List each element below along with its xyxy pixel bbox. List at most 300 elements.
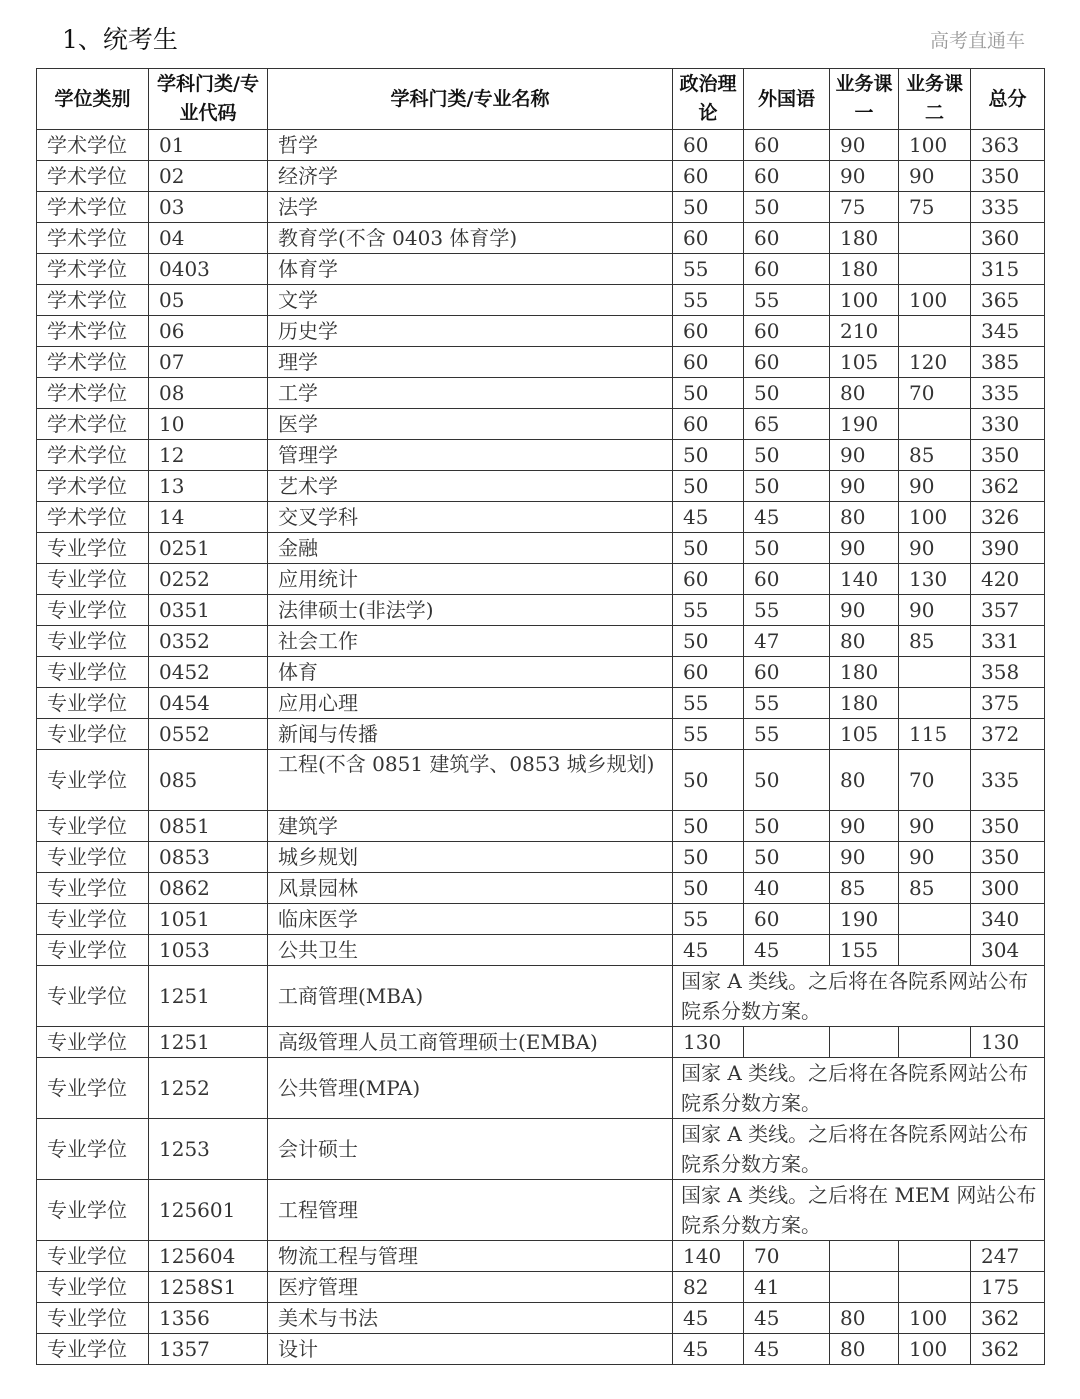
course-2-cell: 90 — [899, 471, 971, 502]
foreign-language-cell: 55 — [744, 719, 830, 750]
course-1-cell: 210 — [830, 316, 899, 347]
code-cell: 0351 — [149, 595, 268, 626]
name-cell: 经济学 — [268, 161, 673, 192]
degree-type-cell: 专业学位 — [37, 935, 149, 966]
foreign-language-cell: 50 — [744, 533, 830, 564]
course-2-cell — [899, 1241, 971, 1272]
watermark: 高考直通车 — [930, 30, 1026, 52]
table-row — [37, 564, 1045, 595]
table-row — [37, 347, 1045, 378]
code-cell: 0552 — [149, 719, 268, 750]
name-cell: 设计 — [268, 1334, 673, 1365]
course-2-cell: 90 — [899, 533, 971, 564]
course-1-cell: 80 — [830, 1334, 899, 1365]
course-1-cell: 140 — [830, 564, 899, 595]
course-1-cell: 190 — [830, 409, 899, 440]
header-degree-type: 学位类别 — [37, 69, 149, 130]
code-cell: 1356 — [149, 1303, 268, 1334]
total-cell: 335 — [971, 378, 1045, 409]
table-row — [37, 966, 1045, 1027]
course-1-cell: 90 — [830, 130, 899, 161]
total-cell: 357 — [971, 595, 1045, 626]
foreign-language-cell: 45 — [744, 1303, 830, 1334]
course-1-cell: 80 — [830, 502, 899, 533]
code-cell: 12 — [149, 440, 268, 471]
politics-cell: 50 — [673, 626, 744, 657]
table-row — [37, 626, 1045, 657]
course-1-cell: 75 — [830, 192, 899, 223]
total-cell: 331 — [971, 626, 1045, 657]
name-cell: 医疗管理 — [268, 1272, 673, 1303]
total-cell: 335 — [971, 750, 1045, 811]
name-cell: 公共管理(MPA) — [268, 1058, 673, 1119]
course-2-cell: 100 — [899, 130, 971, 161]
course-2-cell: 100 — [899, 502, 971, 533]
course-2-cell: 90 — [899, 161, 971, 192]
degree-type-cell: 专业学位 — [37, 966, 149, 1027]
code-cell: 1357 — [149, 1334, 268, 1365]
politics-cell: 50 — [673, 750, 744, 811]
name-cell: 风景园林 — [268, 873, 673, 904]
degree-type-cell: 专业学位 — [37, 842, 149, 873]
degree-type-cell: 专业学位 — [37, 1058, 149, 1119]
foreign-language-cell: 50 — [744, 378, 830, 409]
degree-type-cell: 专业学位 — [37, 657, 149, 688]
code-cell: 03 — [149, 192, 268, 223]
course-2-cell — [899, 1027, 971, 1058]
table-row — [37, 1027, 1045, 1058]
name-cell: 应用心理 — [268, 688, 673, 719]
foreign-language-cell: 55 — [744, 688, 830, 719]
foreign-language-cell: 60 — [744, 347, 830, 378]
politics-cell: 60 — [673, 564, 744, 595]
course-1-cell: 90 — [830, 440, 899, 471]
table-row — [37, 873, 1045, 904]
name-cell: 体育 — [268, 657, 673, 688]
degree-type-cell: 专业学位 — [37, 904, 149, 935]
course-1-cell: 90 — [830, 161, 899, 192]
total-cell: 375 — [971, 688, 1045, 719]
foreign-language-cell: 60 — [744, 130, 830, 161]
foreign-language-cell: 50 — [744, 750, 830, 811]
course-2-cell — [899, 223, 971, 254]
course-2-cell: 100 — [899, 1334, 971, 1365]
table-row — [37, 1058, 1045, 1119]
header-row — [37, 69, 1045, 130]
code-cell: 07 — [149, 347, 268, 378]
name-cell: 工学 — [268, 378, 673, 409]
name-cell: 管理学 — [268, 440, 673, 471]
politics-cell: 55 — [673, 904, 744, 935]
code-cell: 0851 — [149, 811, 268, 842]
foreign-language-cell: 60 — [744, 657, 830, 688]
politics-cell: 50 — [673, 873, 744, 904]
degree-type-cell: 学术学位 — [37, 471, 149, 502]
foreign-language-cell: 50 — [744, 471, 830, 502]
code-cell: 01 — [149, 130, 268, 161]
section-title: 1、统考生 — [62, 25, 178, 54]
name-cell: 工程管理 — [268, 1180, 673, 1241]
course-2-cell: 90 — [899, 842, 971, 873]
code-cell: 0862 — [149, 873, 268, 904]
table-row — [37, 285, 1045, 316]
name-cell: 工程(不含 0851 建筑学、0853 城乡规划) — [268, 750, 673, 811]
table-row — [37, 130, 1045, 161]
name-cell: 会计硕士 — [268, 1119, 673, 1180]
politics-cell: 60 — [673, 130, 744, 161]
score-table — [36, 68, 1045, 1365]
course-2-cell: 130 — [899, 564, 971, 595]
degree-type-cell: 专业学位 — [37, 1241, 149, 1272]
name-cell: 教育学(不含 0403 体育学) — [268, 223, 673, 254]
table-row — [37, 750, 1045, 811]
degree-type-cell: 学术学位 — [37, 316, 149, 347]
total-cell: 363 — [971, 130, 1045, 161]
header-code: 学科门类/专业代码 — [149, 69, 268, 130]
degree-type-cell: 专业学位 — [37, 1119, 149, 1180]
foreign-language-cell: 50 — [744, 842, 830, 873]
table-row — [37, 533, 1045, 564]
degree-type-cell: 学术学位 — [37, 254, 149, 285]
course-1-cell: 90 — [830, 811, 899, 842]
politics-cell: 55 — [673, 595, 744, 626]
course-2-cell: 100 — [899, 1303, 971, 1334]
politics-cell: 50 — [673, 811, 744, 842]
foreign-language-cell: 45 — [744, 935, 830, 966]
table-row — [37, 1272, 1045, 1303]
code-cell: 0853 — [149, 842, 268, 873]
politics-cell: 60 — [673, 657, 744, 688]
name-cell: 美术与书法 — [268, 1303, 673, 1334]
code-cell: 13 — [149, 471, 268, 502]
total-cell: 372 — [971, 719, 1045, 750]
total-cell: 420 — [971, 564, 1045, 595]
course-2-cell: 115 — [899, 719, 971, 750]
foreign-language-cell: 55 — [744, 595, 830, 626]
total-cell: 335 — [971, 192, 1045, 223]
politics-cell: 50 — [673, 533, 744, 564]
politics-cell: 55 — [673, 719, 744, 750]
table-row — [37, 811, 1045, 842]
course-1-cell: 85 — [830, 873, 899, 904]
degree-type-cell: 专业学位 — [37, 1027, 149, 1058]
code-cell: 0452 — [149, 657, 268, 688]
total-cell: 345 — [971, 316, 1045, 347]
foreign-language-cell: 60 — [744, 564, 830, 595]
degree-type-cell: 专业学位 — [37, 1334, 149, 1365]
course-1-cell: 180 — [830, 223, 899, 254]
course-2-cell: 85 — [899, 873, 971, 904]
total-cell: 362 — [971, 1303, 1045, 1334]
politics-cell: 45 — [673, 502, 744, 533]
course-2-cell — [899, 409, 971, 440]
degree-type-cell: 专业学位 — [37, 533, 149, 564]
table-row — [37, 657, 1045, 688]
course-2-cell: 85 — [899, 626, 971, 657]
course-1-cell: 155 — [830, 935, 899, 966]
code-cell: 0352 — [149, 626, 268, 657]
politics-cell: 55 — [673, 688, 744, 719]
degree-type-cell: 专业学位 — [37, 626, 149, 657]
code-cell: 085 — [149, 750, 268, 811]
course-2-cell: 100 — [899, 285, 971, 316]
course-1-cell: 90 — [830, 533, 899, 564]
politics-cell: 50 — [673, 440, 744, 471]
code-cell: 1252 — [149, 1058, 268, 1119]
code-cell: 0251 — [149, 533, 268, 564]
politics-cell: 45 — [673, 935, 744, 966]
total-cell: 130 — [971, 1027, 1045, 1058]
code-cell: 125601 — [149, 1180, 268, 1241]
code-cell: 04 — [149, 223, 268, 254]
foreign-language-cell: 60 — [744, 161, 830, 192]
table-row — [37, 161, 1045, 192]
course-2-cell — [899, 904, 971, 935]
degree-type-cell: 专业学位 — [37, 873, 149, 904]
politics-cell: 130 — [673, 1027, 744, 1058]
header-course-1: 业务课一 — [830, 69, 899, 130]
foreign-language-cell: 50 — [744, 192, 830, 223]
degree-type-cell: 学术学位 — [37, 130, 149, 161]
politics-cell: 45 — [673, 1303, 744, 1334]
course-1-cell: 180 — [830, 254, 899, 285]
course-2-cell — [899, 657, 971, 688]
foreign-language-cell: 50 — [744, 440, 830, 471]
table-row — [37, 1119, 1045, 1180]
politics-cell: 45 — [673, 1334, 744, 1365]
course-2-cell: 85 — [899, 440, 971, 471]
politics-cell: 60 — [673, 161, 744, 192]
total-cell: 360 — [971, 223, 1045, 254]
table-row — [37, 719, 1045, 750]
name-cell: 法律硕士(非法学) — [268, 595, 673, 626]
politics-cell: 50 — [673, 471, 744, 502]
course-2-cell: 90 — [899, 811, 971, 842]
politics-cell: 60 — [673, 316, 744, 347]
foreign-language-cell: 45 — [744, 502, 830, 533]
course-1-cell: 105 — [830, 347, 899, 378]
foreign-language-cell: 60 — [744, 316, 830, 347]
degree-type-cell: 学术学位 — [37, 409, 149, 440]
total-cell: 326 — [971, 502, 1045, 533]
course-2-cell — [899, 688, 971, 719]
course-1-cell — [830, 1027, 899, 1058]
code-cell: 05 — [149, 285, 268, 316]
name-cell: 法学 — [268, 192, 673, 223]
foreign-language-cell: 60 — [744, 223, 830, 254]
course-2-cell: 120 — [899, 347, 971, 378]
total-cell: 390 — [971, 533, 1045, 564]
foreign-language-cell: 65 — [744, 409, 830, 440]
total-cell: 350 — [971, 811, 1045, 842]
table-row — [37, 1303, 1045, 1334]
table-row — [37, 471, 1045, 502]
course-1-cell: 90 — [830, 595, 899, 626]
course-1-cell: 90 — [830, 842, 899, 873]
course-2-cell — [899, 254, 971, 285]
politics-cell: 82 — [673, 1272, 744, 1303]
total-cell: 362 — [971, 1334, 1045, 1365]
degree-type-cell: 学术学位 — [37, 192, 149, 223]
table-row — [37, 842, 1045, 873]
code-cell: 1253 — [149, 1119, 268, 1180]
degree-type-cell: 学术学位 — [37, 440, 149, 471]
code-cell: 0252 — [149, 564, 268, 595]
foreign-language-cell: 50 — [744, 811, 830, 842]
degree-type-cell: 专业学位 — [37, 564, 149, 595]
total-cell: 358 — [971, 657, 1045, 688]
table-row — [37, 409, 1045, 440]
total-cell: 350 — [971, 440, 1045, 471]
table-row — [37, 254, 1045, 285]
code-cell: 1251 — [149, 966, 268, 1027]
header-name: 学科门类/专业名称 — [268, 69, 673, 130]
name-cell: 社会工作 — [268, 626, 673, 657]
code-cell: 0454 — [149, 688, 268, 719]
degree-type-cell: 专业学位 — [37, 1303, 149, 1334]
total-cell: 175 — [971, 1272, 1045, 1303]
course-1-cell: 80 — [830, 750, 899, 811]
code-cell: 02 — [149, 161, 268, 192]
foreign-language-cell — [744, 1027, 830, 1058]
course-1-cell: 190 — [830, 904, 899, 935]
course-1-cell: 105 — [830, 719, 899, 750]
code-cell: 1053 — [149, 935, 268, 966]
note-cell: 国家 A 类线。之后将在各院系网站公布院系分数方案。 — [673, 966, 1045, 1027]
course-1-cell: 180 — [830, 688, 899, 719]
table-row — [37, 223, 1045, 254]
code-cell: 1051 — [149, 904, 268, 935]
degree-type-cell: 学术学位 — [37, 347, 149, 378]
table-row — [37, 316, 1045, 347]
name-cell: 交叉学科 — [268, 502, 673, 533]
total-cell: 304 — [971, 935, 1045, 966]
name-cell: 高级管理人员工商管理硕士(EMBA) — [268, 1027, 673, 1058]
table-row — [37, 502, 1045, 533]
foreign-language-cell: 60 — [744, 904, 830, 935]
name-cell: 理学 — [268, 347, 673, 378]
total-cell: 385 — [971, 347, 1045, 378]
header-course-2: 业务课二 — [899, 69, 971, 130]
course-2-cell — [899, 935, 971, 966]
total-cell: 330 — [971, 409, 1045, 440]
degree-type-cell: 学术学位 — [37, 502, 149, 533]
name-cell: 城乡规划 — [268, 842, 673, 873]
name-cell: 体育学 — [268, 254, 673, 285]
degree-type-cell: 专业学位 — [37, 719, 149, 750]
degree-type-cell: 学术学位 — [37, 223, 149, 254]
degree-type-cell: 学术学位 — [37, 161, 149, 192]
course-2-cell: 70 — [899, 750, 971, 811]
foreign-language-cell: 55 — [744, 285, 830, 316]
name-cell: 建筑学 — [268, 811, 673, 842]
politics-cell: 140 — [673, 1241, 744, 1272]
name-cell: 物流工程与管理 — [268, 1241, 673, 1272]
note-cell: 国家 A 类线。之后将在 MEM 网站公布院系分数方案。 — [673, 1180, 1045, 1241]
course-1-cell — [830, 1241, 899, 1272]
foreign-language-cell: 40 — [744, 873, 830, 904]
degree-type-cell: 专业学位 — [37, 688, 149, 719]
table-row — [37, 1241, 1045, 1272]
degree-type-cell: 学术学位 — [37, 378, 149, 409]
total-cell: 315 — [971, 254, 1045, 285]
table-row — [37, 688, 1045, 719]
name-cell: 工商管理(MBA) — [268, 966, 673, 1027]
note-cell: 国家 A 类线。之后将在各院系网站公布院系分数方案。 — [673, 1058, 1045, 1119]
total-cell: 350 — [971, 842, 1045, 873]
degree-type-cell: 专业学位 — [37, 811, 149, 842]
name-cell: 金融 — [268, 533, 673, 564]
header-total: 总分 — [971, 69, 1045, 130]
foreign-language-cell: 45 — [744, 1334, 830, 1365]
note-cell: 国家 A 类线。之后将在各院系网站公布院系分数方案。 — [673, 1119, 1045, 1180]
table-row — [37, 378, 1045, 409]
name-cell: 临床医学 — [268, 904, 673, 935]
course-1-cell: 180 — [830, 657, 899, 688]
header-foreign-language: 外国语 — [744, 69, 830, 130]
politics-cell: 60 — [673, 223, 744, 254]
table-row — [37, 1334, 1045, 1365]
total-cell: 340 — [971, 904, 1045, 935]
politics-cell: 50 — [673, 378, 744, 409]
name-cell: 历史学 — [268, 316, 673, 347]
course-1-cell: 80 — [830, 378, 899, 409]
name-cell: 公共卫生 — [268, 935, 673, 966]
course-1-cell — [830, 1272, 899, 1303]
code-cell: 0403 — [149, 254, 268, 285]
code-cell: 06 — [149, 316, 268, 347]
course-2-cell: 90 — [899, 595, 971, 626]
total-cell: 362 — [971, 471, 1045, 502]
table-row — [37, 192, 1045, 223]
politics-cell: 50 — [673, 842, 744, 873]
name-cell: 艺术学 — [268, 471, 673, 502]
course-1-cell: 90 — [830, 471, 899, 502]
name-cell: 新闻与传播 — [268, 719, 673, 750]
degree-type-cell: 专业学位 — [37, 750, 149, 811]
politics-cell: 60 — [673, 347, 744, 378]
total-cell: 365 — [971, 285, 1045, 316]
name-cell: 文学 — [268, 285, 673, 316]
course-1-cell: 80 — [830, 1303, 899, 1334]
total-cell: 350 — [971, 161, 1045, 192]
course-2-cell: 75 — [899, 192, 971, 223]
politics-cell: 55 — [673, 254, 744, 285]
foreign-language-cell: 60 — [744, 254, 830, 285]
total-cell: 247 — [971, 1241, 1045, 1272]
course-2-cell: 70 — [899, 378, 971, 409]
degree-type-cell: 学术学位 — [37, 285, 149, 316]
table-row — [37, 440, 1045, 471]
code-cell: 125604 — [149, 1241, 268, 1272]
degree-type-cell: 专业学位 — [37, 1180, 149, 1241]
name-cell: 医学 — [268, 409, 673, 440]
politics-cell: 50 — [673, 192, 744, 223]
total-cell: 300 — [971, 873, 1045, 904]
code-cell: 10 — [149, 409, 268, 440]
degree-type-cell: 专业学位 — [37, 595, 149, 626]
code-cell: 08 — [149, 378, 268, 409]
politics-cell: 60 — [673, 409, 744, 440]
politics-cell: 55 — [673, 285, 744, 316]
foreign-language-cell: 41 — [744, 1272, 830, 1303]
course-1-cell: 100 — [830, 285, 899, 316]
code-cell: 14 — [149, 502, 268, 533]
course-2-cell — [899, 1272, 971, 1303]
name-cell: 应用统计 — [268, 564, 673, 595]
table-row — [37, 904, 1045, 935]
table-row — [37, 595, 1045, 626]
